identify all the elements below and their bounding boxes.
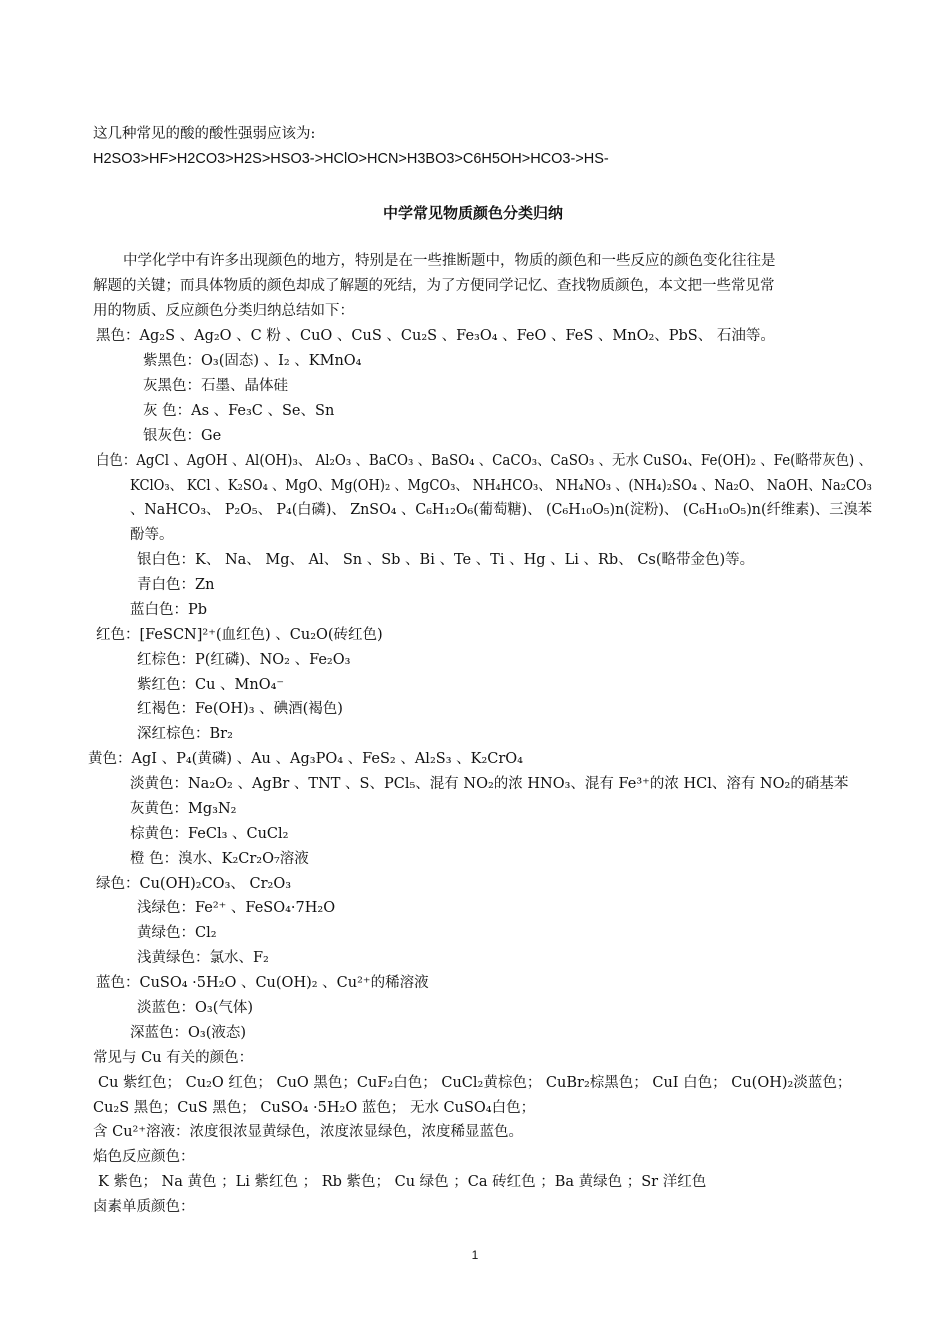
text-line: Cu 紫红色； Cu₂O 红色； CuO 黑色；CuF₂白色； CuCl₂黄棕色； CuBr₂棕黑色； CuI 白色； Cu(OH)₂淡蓝色； bbox=[98, 1075, 852, 1091]
section-title: 中学常见物质颜色分类归纳 bbox=[383, 204, 564, 222]
text-line: 灰黑色：石墨、晶体硅 bbox=[143, 378, 288, 394]
text-line: 黄绿色：Cl₂ bbox=[137, 925, 217, 941]
text-line: 中学化学中有许多出现颜色的地方，特别是在一些推断题中，物质的颜色和一些反应的颜色变化往往是 bbox=[123, 253, 776, 269]
text-line: 深蓝色：O₃(液态) bbox=[130, 1025, 247, 1041]
text-line: 用的物质、反应颜色分类归纳总结如下： bbox=[93, 303, 354, 319]
text-line: Cu₂S 黑色；CuS 黑色； CuSO₄ ·5H₂O 蓝色； 无水 CuSO₄白色； bbox=[93, 1100, 536, 1116]
text-line: 银白色：K、 Na、 Mg、 Al、 Sn 、Sb 、Bi 、Te 、Ti 、Hg 、Li 、Rb、 Cs(略带金色)等。 bbox=[137, 552, 755, 568]
text-line: 白色：AgCl 、AgOH 、Al(OH)₃、 Al₂O₃ 、BaCO₃ 、BaSO₄ 、CaCO₃、CaSO₃ 、无水 CuSO₄、Fe(OH)₂ 、Fe(略带灰色) 、 bbox=[96, 453, 872, 469]
text-line: 紫红色：Cu 、MnO₄⁻ bbox=[137, 677, 285, 693]
text-line: 深红棕色：Br₂ bbox=[137, 726, 233, 742]
text-line: 灰黄色：Mg₃N₂ bbox=[130, 801, 237, 817]
text-line: 这几种常见的酸的酸性强弱应该为: bbox=[93, 126, 316, 142]
text-line: 卤素单质颜色： bbox=[93, 1199, 195, 1215]
text-line: 绿色：Cu(OH)₂CO₃、 Cr₂O₃ bbox=[96, 876, 292, 892]
text-line: 浅黄绿色：氯水、F₂ bbox=[137, 950, 269, 966]
text-line: 淡蓝色：O₃(气体) bbox=[137, 1000, 254, 1016]
text-line: 青白色：Zn bbox=[137, 577, 215, 593]
text-line: K 紫色； Na 黄色 ；Li 紫红色 ； Rb 紫色； Cu 绿色 ；Ca 砖红色 ；Ba 黄绿色 ；Sr 洋红色 bbox=[98, 1174, 707, 1190]
text-line: 红棕色：P(红磷)、NO₂ 、Fe₂O₃ bbox=[137, 652, 351, 668]
text-line: 酚等。 bbox=[130, 527, 174, 543]
text-line: 棕黄色：FeCl₃ 、CuCl₂ bbox=[130, 826, 289, 842]
text-line: 淡黄色：Na₂O₂ 、AgBr 、TNT 、S、PCl₅、混有 NO₂的浓 HNO₃、混有 Fe³⁺的浓 HCl、溶有 NO₂的硝基苯 bbox=[130, 776, 849, 792]
text-line: 解题的关键；而具体物质的颜色却成了解题的死结，为了方便同学记忆、查找物质颜色，本文把一些常见常 bbox=[93, 278, 775, 294]
text-line: 黄色：AgI 、P₄(黄磷) 、Au 、Ag₃PO₄ 、FeS₂ 、Al₂S₃ 、K₂CrO₄ bbox=[88, 751, 523, 767]
text-line: 黑色：Ag₂S 、Ag₂O 、C 粉 、CuO 、CuS 、Cu₂S 、Fe₃O₄ 、FeO 、FeS 、MnO₂、PbS、 石油等。 bbox=[96, 328, 775, 344]
text-line: 含 Cu²⁺溶液：浓度很浓显黄绿色，浓度浓显绿色，浓度稀显蓝色。 bbox=[93, 1124, 524, 1140]
text-line: 焰色反应颜色： bbox=[93, 1149, 195, 1165]
text-line: KClO₃、 KCl 、K₂SO₄ 、MgO、Mg(OH)₂ 、MgCO₃、 NH₄HCO₃、 NH₄NO₃ 、(NH₄)₂SO₄ 、Na₂O、 NaOH、Na₂CO₃ bbox=[130, 478, 872, 494]
text-line: 紫黑色：O₃(固态) 、I₂ 、KMnO₄ bbox=[143, 353, 362, 369]
text-line: 蓝白色：Pb bbox=[130, 602, 208, 618]
text-line: 蓝色：CuSO₄ ·5H₂O 、Cu(OH)₂ 、Cu²⁺的稀溶液 bbox=[96, 975, 429, 991]
acid-strength-formula: H2SO3>HF>H2CO3>H2S>HSO3->HClO>HCN>H3BO3>C6H5OH>HCO3->HS- bbox=[93, 151, 609, 167]
text-line: 橙 色：溴水、K₂Cr₂O₇溶液 bbox=[130, 851, 309, 867]
text-line: 银灰色：Ge bbox=[143, 428, 222, 444]
text-line: 浅绿色：Fe²⁺ 、FeSO₄·7H₂O bbox=[137, 900, 336, 916]
text-line: 常见与 Cu 有关的颜色： bbox=[93, 1050, 254, 1066]
text-line: 灰 色：As 、Fe₃C 、Se、Sn bbox=[143, 403, 335, 419]
text-line: 、NaHCO₃、 P₂O₅、 P₄(白磷)、 ZnSO₄ 、C₆H₁₂O₆(葡萄糖)、 (C₆H₁₀O₅)n(淀粉)、 (C₆H₁₀O₅)n(纤维素)、三溴苯 bbox=[130, 502, 873, 518]
text-line: 红褐色：Fe(OH)₃ 、碘酒(褐色) bbox=[137, 701, 343, 717]
text-line: 红色：[FeSCN]²⁺(血红色) 、Cu₂O(砖红色) bbox=[96, 627, 383, 643]
page-number: 1 bbox=[471, 1248, 479, 1262]
